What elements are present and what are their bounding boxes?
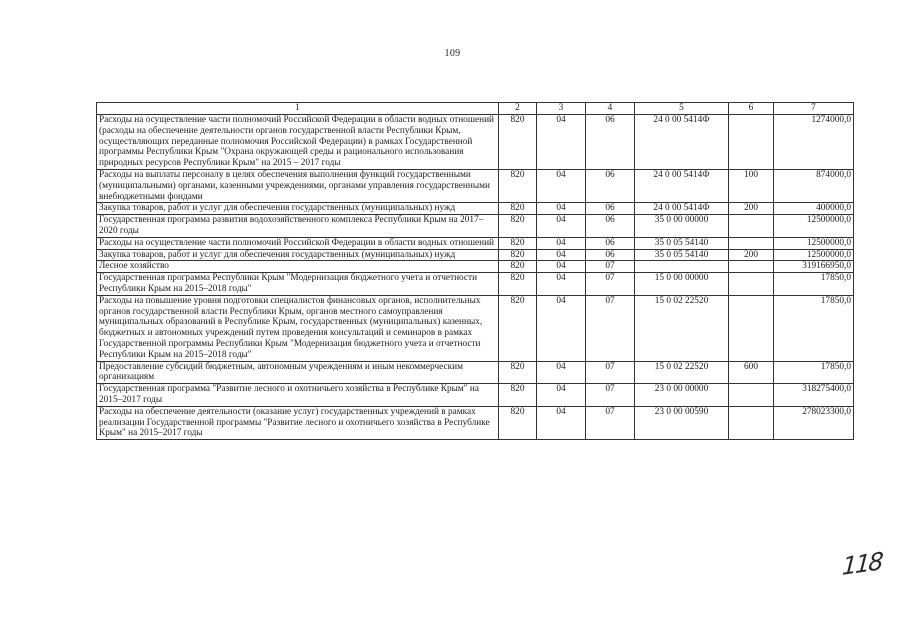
admin-code-cell: 820 xyxy=(499,215,537,238)
subsection-cell: 06 xyxy=(586,169,635,202)
amount-cell: 1274000,0 xyxy=(774,115,854,170)
subsection-cell: 06 xyxy=(586,115,635,170)
section-cell: 04 xyxy=(537,261,586,273)
table-row xyxy=(97,169,854,202)
table-row xyxy=(97,261,854,273)
handwritten-page-mark: 118 xyxy=(841,546,883,582)
section-cell: 04 xyxy=(537,384,586,407)
subsection-cell: 07 xyxy=(586,261,635,273)
section-cell: 04 xyxy=(537,249,586,261)
section-cell: 04 xyxy=(537,361,586,384)
amount-cell: 12500000,0 xyxy=(774,237,854,249)
expense-type-cell xyxy=(729,295,774,361)
section-cell: 04 xyxy=(537,273,586,296)
table-row xyxy=(97,237,854,249)
subsection-cell: 07 xyxy=(586,361,635,384)
expense-type-cell xyxy=(729,215,774,238)
target-article-cell: 23 0 00 00000 xyxy=(635,384,729,407)
amount-cell: 278023300,0 xyxy=(774,406,854,439)
column-header: 5 xyxy=(635,103,729,115)
table-row xyxy=(97,361,854,384)
expense-type-cell xyxy=(729,115,774,170)
column-header: 2 xyxy=(499,103,537,115)
admin-code-cell: 820 xyxy=(499,273,537,296)
expense-type-cell: 100 xyxy=(729,169,774,202)
section-cell: 04 xyxy=(537,215,586,238)
target-article-cell: 23 0 00 00590 xyxy=(635,406,729,439)
row-name-cell: Расходы на выплаты персоналу в целях обеспечения выполнения функций государственными (муниципальными) органами, казенными учреждениями, органами управления государственными внебюджетными фондами xyxy=(97,169,499,202)
target-article-cell: 35 0 00 00000 xyxy=(635,215,729,238)
target-article-cell: 24 0 00 5414Ф xyxy=(635,169,729,202)
table-row xyxy=(97,273,854,296)
subsection-cell: 06 xyxy=(586,215,635,238)
admin-code-cell: 820 xyxy=(499,384,537,407)
admin-code-cell: 820 xyxy=(499,249,537,261)
subsection-cell: 07 xyxy=(586,384,635,407)
table-row xyxy=(97,203,854,215)
expense-type-cell xyxy=(729,384,774,407)
section-cell: 04 xyxy=(537,169,586,202)
row-name-cell: Государственная программа Республики Крым "Модернизация бюджетного учета и отчетности Республики Крым на 2015–2018 годы" xyxy=(97,273,499,296)
subsection-cell: 07 xyxy=(586,295,635,361)
column-header: 1 xyxy=(97,103,499,115)
amount-cell: 12500000,0 xyxy=(774,249,854,261)
target-article-cell: 24 0 00 5414Ф xyxy=(635,115,729,170)
amount-cell: 12500000,0 xyxy=(774,215,854,238)
table-row xyxy=(97,249,854,261)
admin-code-cell: 820 xyxy=(499,295,537,361)
admin-code-cell: 820 xyxy=(499,237,537,249)
admin-code-cell: 820 xyxy=(499,361,537,384)
subsection-cell: 06 xyxy=(586,203,635,215)
expense-type-cell: 200 xyxy=(729,249,774,261)
amount-cell: 17850,0 xyxy=(774,295,854,361)
row-name-cell: Расходы на обеспечение деятельности (оказание услуг) государственных учреждений в рамках реализации Государственной программы "Развитие лесного и охотничьего хозяйства в Республике Крым" на 2015–2017 годы xyxy=(97,406,499,439)
expense-type-cell: 600 xyxy=(729,361,774,384)
page-number: 109 xyxy=(444,48,461,59)
target-article-cell: 35 0 05 54140 xyxy=(635,249,729,261)
section-cell: 04 xyxy=(537,295,586,361)
admin-code-cell: 820 xyxy=(499,169,537,202)
expense-type-cell xyxy=(729,261,774,273)
row-name-cell: Государственная программа развития водохозяйственного комплекса Республики Крым на 2017–2020 годы xyxy=(97,215,499,238)
target-article-cell: 15 0 02 22520 xyxy=(635,361,729,384)
amount-cell: 874000,0 xyxy=(774,169,854,202)
target-article-cell: 35 0 05 54140 xyxy=(635,237,729,249)
row-name-cell: Закупка товаров, работ и услуг для обеспечения государственных (муниципальных) нужд xyxy=(97,249,499,261)
row-name-cell: Расходы на осуществление части полномочий Российской Федерации в области водных отношений xyxy=(97,237,499,249)
admin-code-cell: 820 xyxy=(499,261,537,273)
amount-cell: 400000,0 xyxy=(774,203,854,215)
subsection-cell: 07 xyxy=(586,273,635,296)
table-row xyxy=(97,295,854,361)
expense-type-cell: 200 xyxy=(729,203,774,215)
row-name-cell: Лесное хозяйство xyxy=(97,261,499,273)
subsection-cell: 07 xyxy=(586,406,635,439)
header-row xyxy=(97,103,854,115)
row-name-cell: Закупка товаров, работ и услуг для обеспечения государственных (муниципальных) нужд xyxy=(97,203,499,215)
table-row xyxy=(97,406,854,439)
expense-type-cell xyxy=(729,237,774,249)
expense-type-cell xyxy=(729,406,774,439)
subsection-cell: 06 xyxy=(586,249,635,261)
budget-table xyxy=(96,102,854,440)
table-row xyxy=(97,384,854,407)
section-cell: 04 xyxy=(537,406,586,439)
column-header: 4 xyxy=(586,103,635,115)
amount-cell: 17850,0 xyxy=(774,273,854,296)
row-name-cell: Предоставление субсидий бюджетным, автономным учреждениям и иным некоммерческим организациям xyxy=(97,361,499,384)
target-article-cell xyxy=(635,261,729,273)
row-name-cell: Государственная программа "Развитие лесного и охотничьего хозяйства в Республике Крым" на 2015–2017 годы xyxy=(97,384,499,407)
admin-code-cell: 820 xyxy=(499,203,537,215)
amount-cell: 319166950,0 xyxy=(774,261,854,273)
row-name-cell: Расходы на осуществление части полномочий Российской Федерации в области водных отношений (расходы на обеспечение деятельности органов государственной власти Республики Крым, осуществляющих переданные полномочия Российской Федерации) в рамках Государственной программы Республики Крым "Охрана окружающей среды и рационального использования природных ресурсов Республики Крым" на 2015 – 2017 годы xyxy=(97,115,499,170)
admin-code-cell: 820 xyxy=(499,406,537,439)
section-cell: 04 xyxy=(537,115,586,170)
amount-cell: 318275400,0 xyxy=(774,384,854,407)
table-row xyxy=(97,215,854,238)
target-article-cell: 24 0 00 5414Ф xyxy=(635,203,729,215)
section-cell: 04 xyxy=(537,237,586,249)
table-row xyxy=(97,115,854,170)
target-article-cell: 15 0 00 00000 xyxy=(635,273,729,296)
column-header: 3 xyxy=(537,103,586,115)
table-body xyxy=(97,115,854,440)
row-name-cell: Расходы на повышение уровня подготовки специалистов финансовых органов, исполнительных органов государственной власти Республики Крым, органов местного самоуправления муниципальных образований в Республике Крым, государственных (муниципальных) казенных, бюджетных и автономных учреждений путем проведения консультаций и семинаров в рамках Государственной программы Республики Крым "Модернизация бюджетного учета и отчетности Республики Крым на 2015–2018 годы" xyxy=(97,295,499,361)
column-header: 6 xyxy=(729,103,774,115)
subsection-cell: 06 xyxy=(586,237,635,249)
section-cell: 04 xyxy=(537,203,586,215)
amount-cell: 17850,0 xyxy=(774,361,854,384)
target-article-cell: 15 0 02 22520 xyxy=(635,295,729,361)
column-header: 7 xyxy=(774,103,854,115)
admin-code-cell: 820 xyxy=(499,115,537,170)
expense-type-cell xyxy=(729,273,774,296)
